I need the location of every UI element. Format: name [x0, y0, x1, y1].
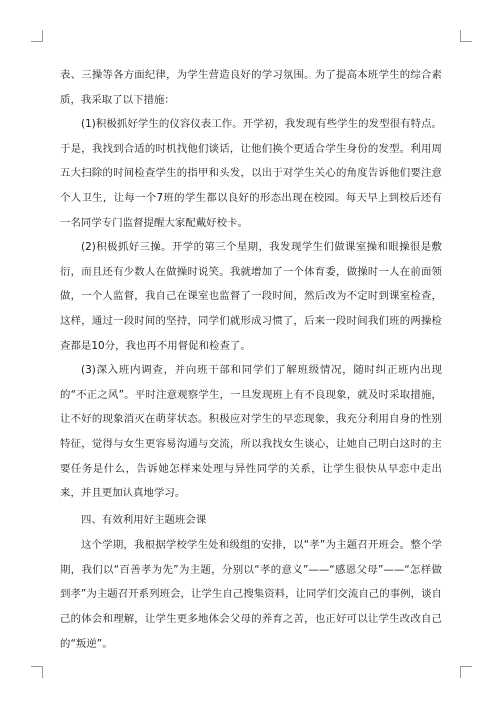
crop-mark-bottom-right	[460, 666, 472, 678]
paragraph-class-investigation: (3)深入班内调查，并向班干部和同学们了解班级情况，随时纠正班内出现的“不正之风”。平时注意观察学生，一旦发现班上有不良现象，就及时采取措施，让不好的现象消灭在萌芽状态。积极应对学生的早恋现象，我充分利用自身的性别特征，觉得与女生更容易沟通与交流，所以我找女生谈心，让她自己明白这时的主要任务是什么，告诉她怎样来处理与异性同学的关系，让学生很快从早恋中走出来，并且更加认真地学习。	[60, 364, 442, 500]
crop-mark-bottom-left	[31, 666, 43, 678]
paragraph-theme-meeting: 这个学期，我根据学校学生处和级组的安排，以“孝”为主题召开班会。整个学期，我们以“百善孝为先”为主题，分别以“孝的意义”——“感恩父母”——“怎样做到孝”为主题召开系列班会，让学生自己搜集资料，让同学们交流自己的事例，谈自己的体会和理解，让学生更多地体会父母的养育之苦，也正好可以让学生改改自己的“叛逆”。	[60, 539, 442, 650]
section-heading-theme-meeting: 四、有效利用好主题班会课	[81, 513, 207, 526]
paragraph-exercise-measures: (2)积极抓好三操。开学的第三个星期，我发现学生们做课室操和眼操很是敷衍，而且还有少数人在做操时说笑。我就增加了一个体育委，做操时一人在前面领做，一个人监督，我自己在课室也监督了一段时间，然后改为不定时到课室检查，这样，通过一段时间的坚持，同学们就形成习惯了，后来一段时间我们班的两操检查都是10分，我也再不用督促和检查了。	[60, 241, 442, 352]
paragraph-appearance-measures: (1)积极抓好学生的仪容仪表工作。开学初，我发现有些学生的发型很有特点。于是，我找到合适的时机找他们谈话，让他们换个更适合学生身份的发型。利用周五大扫除的时间检查学生的指甲和头发，以出于对学生关心的角度告诉他们要注意个人卫生，让每一个7班的学生都以良好的形态出现在校园。每天早上到校后还有一名同学专门监督提醒大家配戴好校卡。	[60, 118, 442, 229]
paragraph-continuation: 表、三操等各方面纪律，为学生营造良好的学习氛围。为了提高本班学生的综合素质，我采取了以下措施：	[60, 69, 442, 106]
crop-mark-top-left	[31, 30, 43, 42]
crop-mark-top-right	[460, 30, 472, 42]
document-body	[60, 63, 442, 656]
